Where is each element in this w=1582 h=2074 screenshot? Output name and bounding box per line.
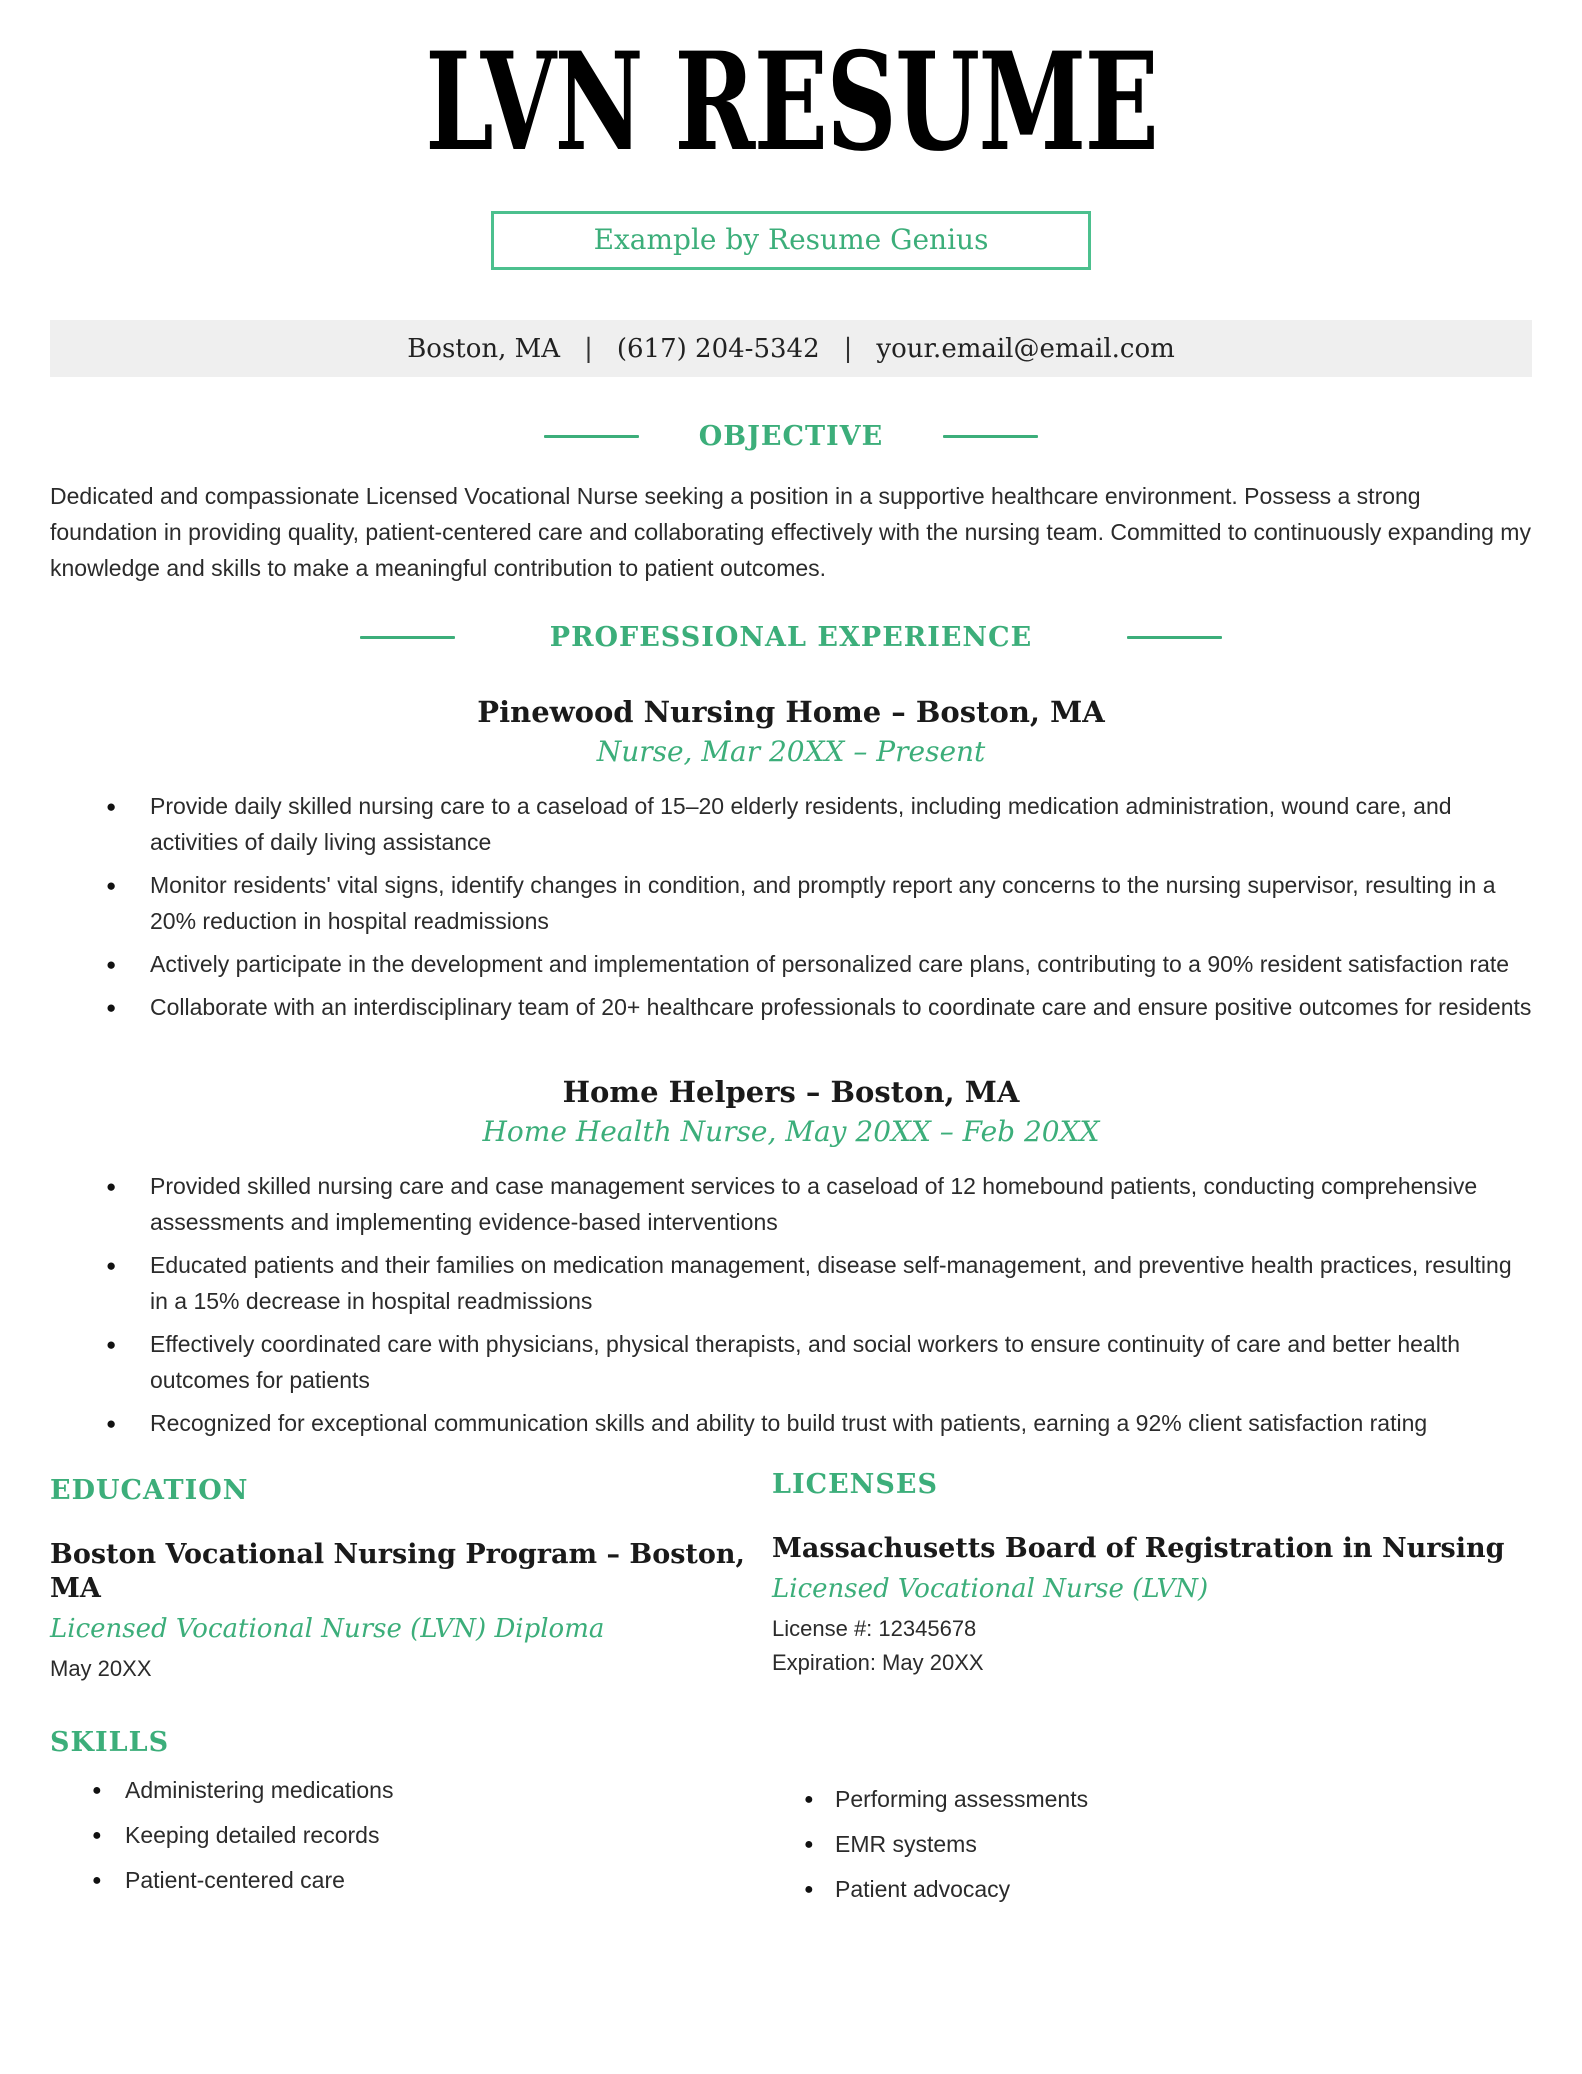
- education-entry: [50, 1538, 772, 1685]
- bullet-item: ● Recognized for exceptional communication skills and ability to build trust with patients, earning a 92% client satisfaction rating: [50, 1405, 1532, 1441]
- contact-phone: (617) 204-5342: [616, 333, 820, 364]
- skill-item: ● Keeping detailed records: [50, 1819, 772, 1852]
- bullet-item: ● Educated patients and their families on medication management, disease self-management, and preventive health practices, resulting in a 15% decrease in hospital readmissions: [50, 1247, 1532, 1319]
- skills-list-left: [50, 1774, 772, 1897]
- company-name: Pinewood Nursing Home – Boston, MA: [477, 695, 1105, 730]
- licenses-heading: LICENSES: [772, 1469, 938, 1501]
- bullet-item: ● Provide daily skilled nursing care to a caseload of 15–20 elderly residents, including medication administration, wound care, and activities of daily living assistance: [50, 788, 1532, 860]
- heading-dash-left: [360, 636, 455, 639]
- skill-item: ● Patient-centered care: [50, 1864, 772, 1897]
- job-title-dates: Home Health Nurse, May 20XX – Feb 20XX: [482, 1115, 1100, 1149]
- bullet-item: ● Provided skilled nursing care and case management services to a caseload of 12 homebound patients, conducting comprehensive assessments and implementing evidence-based interventions: [50, 1168, 1532, 1240]
- skills-list-right: [772, 1783, 1532, 1906]
- resume-page: [0, 22, 1582, 1918]
- license-organization: Massachusetts Board of Registration in Nursing: [772, 1533, 1505, 1565]
- graduation-date: May 20XX: [50, 1656, 152, 1682]
- skill-item: ● Administering medications: [50, 1774, 772, 1807]
- license-name: Licensed Vocational Nurse (LVN): [772, 1574, 1209, 1605]
- skills-heading: SKILLS: [50, 1727, 170, 1759]
- experience-section-heading: [50, 622, 1532, 653]
- bullet-list: [50, 788, 1532, 1025]
- skill-item: ● Performing assessments: [772, 1783, 1532, 1816]
- school-name: Boston Vocational Nursing Program – Boston, MA: [50, 1539, 745, 1605]
- experience-heading-label: PROFESSIONAL EXPERIENCE: [549, 622, 1033, 654]
- company-name: Home Helpers – Boston, MA: [562, 1075, 1020, 1110]
- objective-section-heading: [50, 421, 1532, 452]
- education-heading: EDUCATION: [50, 1475, 249, 1507]
- objective-heading-label: OBJECTIVE: [698, 421, 884, 453]
- contact-separator: |: [843, 333, 853, 364]
- heading-dash-right: [1127, 636, 1222, 639]
- license-entry: [772, 1532, 1532, 1679]
- bottom-columns: [50, 1469, 1532, 1918]
- job-pinewood-nursing-home: [50, 695, 1532, 1025]
- job-home-helpers: [50, 1075, 1532, 1441]
- contact-email: your.email@email.com: [876, 333, 1175, 364]
- job-title-dates: Nurse, Mar 20XX – Present: [596, 735, 986, 769]
- bullet-item: ● Effectively coordinated care with physicians, physical therapists, and social workers to ensure continuity of care and better health outcomes for patients: [50, 1326, 1532, 1398]
- license-expiration: Expiration: May 20XX: [772, 1650, 984, 1676]
- contact-location: Boston, MA: [407, 333, 561, 364]
- example-badge: [491, 211, 1091, 270]
- skill-item: ● EMR systems: [772, 1828, 1532, 1861]
- bullet-item: ● Actively participate in the development and implementation of personalized care plans, contributing to a 90% resident satisfaction rate: [50, 946, 1532, 982]
- right-column: [772, 1469, 1532, 1918]
- bullet-item: ● Collaborate with an interdisciplinary team of 20+ healthcare professionals to coordinate care and ensure positive outcomes for residents: [50, 989, 1532, 1025]
- objective-text: Dedicated and compassionate Licensed Vocational Nurse seeking a position in a supportive healthcare environment. Possess a strong foundation in providing quality, patient-centered care and collaborating effectively with the nursing team. Committed to continuously expanding my knowledge and skills to make a meaningful contribution to patient outcomes.: [50, 483, 1531, 582]
- contact-separator: |: [584, 333, 593, 364]
- badge-label: Example by Resume Genius: [593, 223, 989, 257]
- contact-bar: [50, 320, 1532, 377]
- license-number: License #: 12345678: [772, 1616, 977, 1642]
- heading-dash-left: [544, 435, 639, 438]
- resume-title: LVN RESUME: [424, 22, 1158, 181]
- left-column: [50, 1469, 772, 1918]
- bullet-list: [50, 1168, 1532, 1441]
- degree: Licensed Vocational Nurse (LVN) Diploma: [50, 1614, 605, 1645]
- bullet-item: ● Monitor residents' vital signs, identify changes in condition, and promptly report any concerns to the nursing supervisor, resulting in a 20% reduction in hospital readmissions: [50, 867, 1532, 939]
- heading-dash-right: [943, 435, 1038, 438]
- header: [50, 22, 1532, 181]
- skill-item: ● Patient advocacy: [772, 1873, 1532, 1906]
